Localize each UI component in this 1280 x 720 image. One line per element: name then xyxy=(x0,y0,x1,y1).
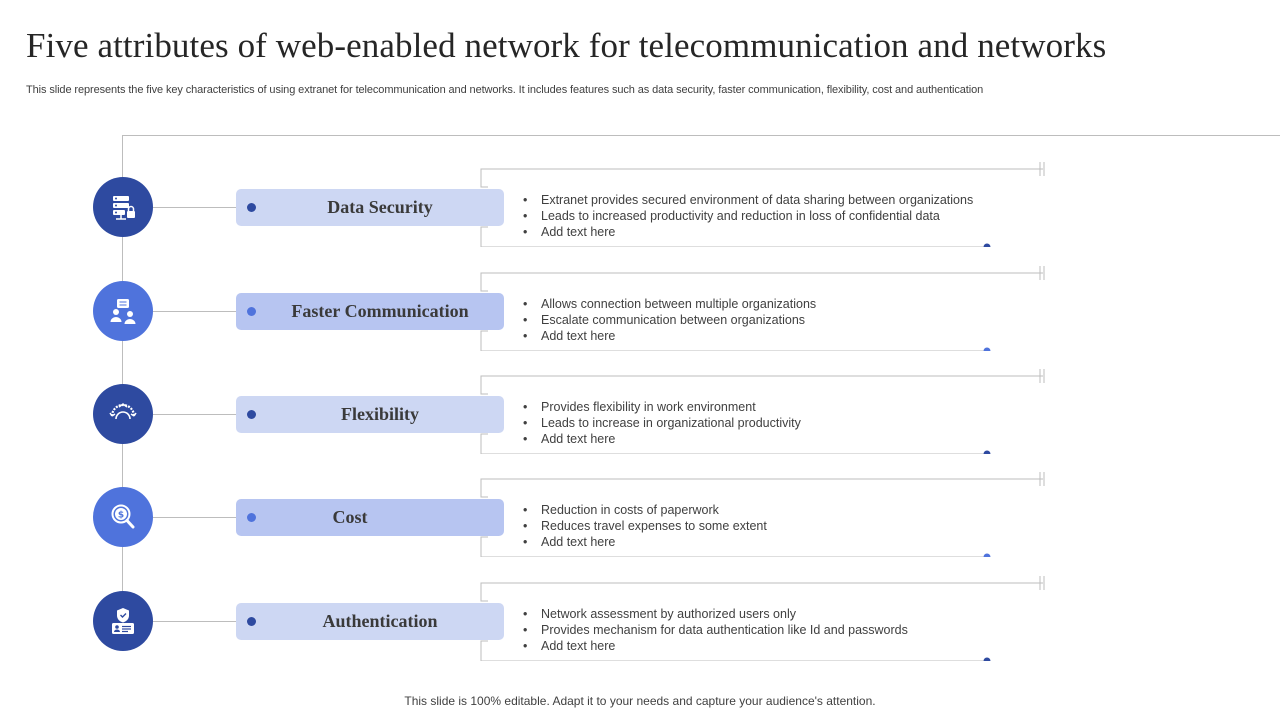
frame-top-line xyxy=(122,135,1280,136)
attribute-label: Flexibility xyxy=(341,404,419,424)
attribute-label: Data Security xyxy=(327,197,433,217)
bullet-item: • Extranet provides secured environment of data sharing between organizations xyxy=(523,192,973,208)
bullet-item: • Allows connection between multiple organizations xyxy=(523,296,816,312)
bullet-item: • Reduces travel expenses to some extent xyxy=(523,518,767,534)
bullet-item: • Add text here xyxy=(523,638,908,654)
bullet-item: • Leads to increase in organizational productivity xyxy=(523,415,801,431)
attribute-bullets xyxy=(523,399,801,447)
attribute-bullets xyxy=(523,192,973,240)
bullet-item: • Provides flexibility in work environment xyxy=(523,399,801,415)
bullet-item: • Reduction in costs of paperwork xyxy=(523,502,767,518)
svg-text:$: $ xyxy=(117,510,125,521)
bullet-item: • Provides mechanism for data authentication like Id and passwords xyxy=(523,622,908,638)
bullet-item: • Leads to increased productivity and reduction in loss of confidential data xyxy=(523,208,973,224)
bullet-item: • Add text here xyxy=(523,328,816,344)
bullet-item: • Add text here xyxy=(523,224,973,240)
attribute-bullets xyxy=(523,502,767,550)
attribute-row-authentication xyxy=(0,561,1280,661)
attribute-label: Authentication xyxy=(322,611,438,631)
attribute-row-flexibility xyxy=(0,354,1280,454)
attribute-label: Faster Communication xyxy=(291,301,469,321)
bullet-item: • Network assessment by authorized users only xyxy=(523,606,908,622)
attribute-row-data-security xyxy=(0,147,1280,247)
bullet-item: • Add text here xyxy=(523,431,801,447)
page-subtitle: This slide represents the five key characteristics of using extranet for telecommunication and networks. It includes features such as data security, faster communication, flexibility, cost and authentication xyxy=(26,84,984,96)
footer-note: This slide is 100% editable. Adapt it to your needs and capture your audience's attention. xyxy=(404,694,876,708)
bullet-item: • Escalate communication between organizations xyxy=(523,312,816,328)
page-title: Five attributes of web-enabled network for telecommunication and networks xyxy=(26,26,1107,65)
bullet-item: • Add text here xyxy=(523,534,767,550)
attribute-label: Cost xyxy=(332,507,368,527)
attribute-row-faster-communication xyxy=(0,251,1280,351)
attribute-bullets xyxy=(523,296,816,344)
attribute-row-cost xyxy=(0,457,1280,557)
attribute-bullets xyxy=(523,606,908,654)
